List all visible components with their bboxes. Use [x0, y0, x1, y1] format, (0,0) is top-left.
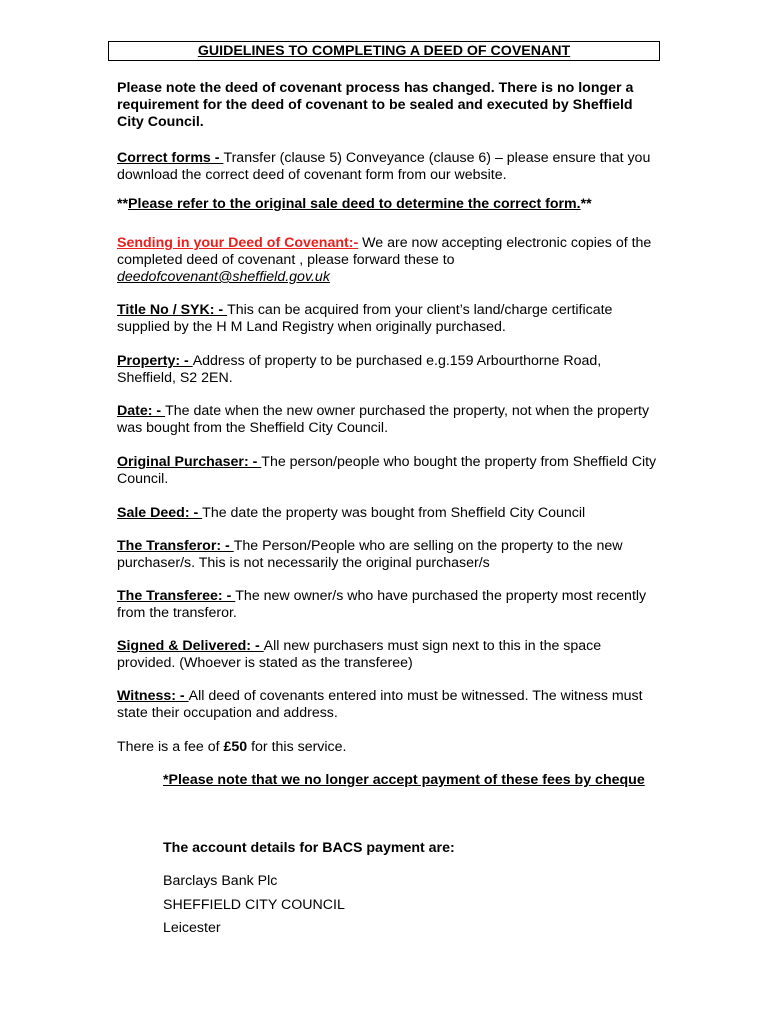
- definition-property: [117, 353, 657, 387]
- definition-transferor: [117, 538, 657, 572]
- definition-original-purchaser: [117, 454, 657, 488]
- correct-forms-paragraph: [117, 150, 657, 184]
- definition-text: The person/people who bought the property from Sheffield City Council.: [117, 454, 657, 487]
- sending-label: Sending in your Deed of Covenant:-: [117, 235, 359, 251]
- definition-label: Date: -: [117, 403, 166, 419]
- definition-text: All deed of covenants entered into must be witnessed. The witness must state their occupation and address.: [117, 688, 643, 721]
- bacs-heading: The account details for BACS payment are:: [163, 840, 455, 856]
- definition-label: Sale Deed: -: [117, 505, 203, 521]
- definition-label: Property: -: [117, 353, 193, 369]
- sending-text: We are now accepting electronic copies of the completed deed of covenant , please forward these to: [117, 235, 652, 268]
- definition-signed-delivered: [117, 638, 657, 672]
- definition-text: The new owner/s who have purchased the property most recently from the transferor.: [117, 588, 647, 621]
- definition-text: The Person/People who are selling on the property to the new purchaser/s. This is not necessarily the original purchaser/s: [117, 538, 623, 571]
- fee-paragraph: There is a fee of £50 for this service.: [117, 739, 347, 755]
- definition-text: The date when the new owner purchased the property, not when the property was bought from the Sheffield City Council.: [117, 403, 650, 436]
- definition-text: Address of property to be purchased e.g.159 Arbourthorne Road, Sheffield, S2 2EN.: [117, 353, 602, 386]
- definition-label: Signed & Delivered: -: [117, 638, 264, 654]
- refer-note-text: Please refer to the original sale deed to determine the correct form.: [128, 196, 581, 212]
- fee-amount: £50: [223, 739, 248, 755]
- definition-label: The Transferor: -: [117, 538, 234, 554]
- definition-label: The Transferee: -: [117, 588, 236, 604]
- bank-branch: Leicester: [163, 920, 221, 936]
- sending-paragraph: [117, 235, 657, 286]
- definition-transferee: [117, 588, 657, 622]
- account-name: SHEFFIELD CITY COUNCIL: [163, 897, 345, 913]
- intro-paragraph: Please note the deed of covenant process has changed. There is no longer a requirement for the deed of covenant to be sealed and executed by Sheffield City Council.: [117, 80, 634, 130]
- definition-text: All new purchasers must sign next to this in the space provided. (Whoever is stated as the transferee): [117, 638, 602, 671]
- email-link[interactable]: deedofcovenant@sheffield.gov.uk: [117, 269, 330, 285]
- definition-label: Title No / SYK: -: [117, 302, 228, 318]
- definition-title-no: [117, 302, 657, 336]
- definition-text: The date the property was bought from Sheffield City Council: [202, 505, 586, 521]
- refer-note-paragraph: **Please refer to the original sale deed to determine the correct form.**: [117, 196, 592, 212]
- definition-label: Original Purchaser: -: [117, 454, 262, 470]
- page-title: GUIDELINES TO COMPLETING A DEED OF COVENANT: [108, 41, 660, 61]
- bank-name: Barclays Bank Plc: [163, 873, 278, 889]
- definition-sale-deed: [117, 505, 657, 522]
- cheque-note: *Please note that we no longer accept payment of these fees by cheque: [163, 772, 645, 788]
- correct-forms-label: Correct forms -: [117, 150, 224, 166]
- definition-text: This can be acquired from your client’s land/charge certificate supplied by the H M Land Registry when originally purchased.: [117, 302, 613, 335]
- definition-label: Witness: -: [117, 688, 189, 704]
- correct-forms-text: Transfer (clause 5) Conveyance (clause 6) – please ensure that you download the correct deed of covenant form from our website.: [117, 150, 651, 183]
- definition-witness: [117, 688, 657, 722]
- definition-date: [117, 403, 657, 437]
